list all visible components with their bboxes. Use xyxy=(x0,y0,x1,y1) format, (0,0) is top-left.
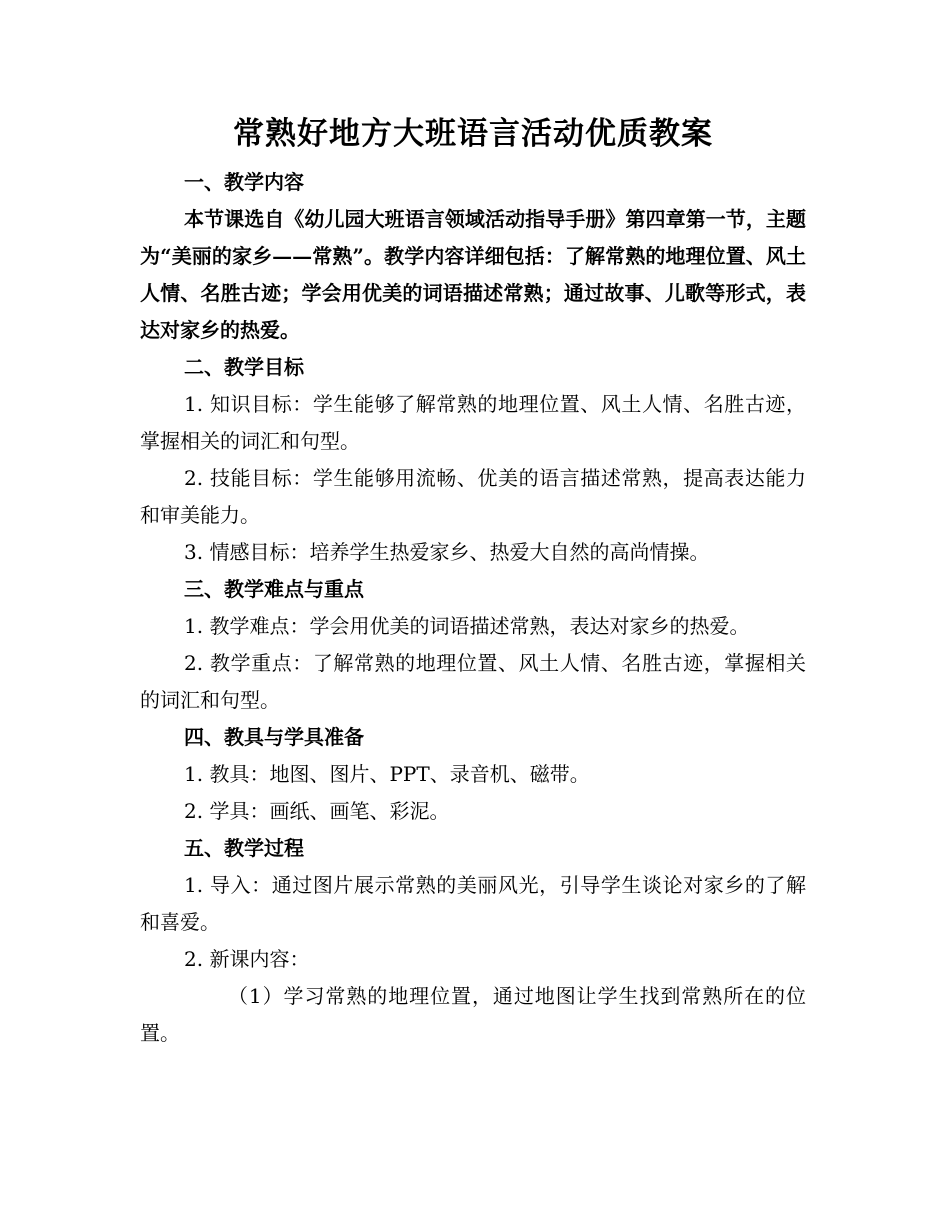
section-heading-teaching-goals: 二、教学目标 xyxy=(184,355,304,379)
document-title: 常熟好地方大班语言活动优质教案 xyxy=(233,116,713,152)
process-sub-item: （1）学习常熟的地理位置，通过地图让学生找到常熟所在的位置。 xyxy=(140,984,806,1045)
goal-item: 1. 知识目标：学生能够了解常熟的地理位置、风土人情、名胜古迹，掌握相关的词汇和句型。 xyxy=(140,392,806,453)
section-heading-process: 五、教学过程 xyxy=(184,836,304,860)
section-heading-difficulties: 三、教学难点与重点 xyxy=(184,577,364,601)
document-page xyxy=(140,108,806,1052)
process-item: 1. 导入：通过图片展示常熟的美丽风光，引导学生谈论对家乡的了解和喜爱。 xyxy=(140,873,806,934)
difficulty-item: 2. 教学重点：了解常熟的地理位置、风土人情、名胜古迹，掌握相关的词汇和句型。 xyxy=(140,651,806,712)
section-heading-materials: 四、教具与学具准备 xyxy=(184,725,364,749)
section-heading-teaching-content: 一、教学内容 xyxy=(184,170,304,194)
difficulty-item: 1. 教学难点：学会用优美的词语描述常熟，表达对家乡的热爱。 xyxy=(184,614,750,638)
material-item: 2. 学具：画纸、画笔、彩泥。 xyxy=(184,799,450,823)
material-item: 1. 教具：地图、图片、PPT、录音机、磁带。 xyxy=(184,762,590,786)
process-item: 2. 新课内容： xyxy=(184,947,310,971)
teaching-content-paragraph: 本节课选自《幼儿园大班语言领域活动指导手册》第四章第一节，主题为“美丽的家乡——常熟”。教学内容详细包括：了解常熟的地理位置、风土人情、名胜古迹；学会用优美的词语描述常熟；通过故事、儿歌等形式，表达对家乡的热爱。 xyxy=(140,207,806,342)
goal-item: 3. 情感目标：培养学生热爱家乡、热爱大自然的高尚情操。 xyxy=(184,540,710,564)
goal-item: 2. 技能目标：学生能够用流畅、优美的语言描述常熟，提高表达能力和审美能力。 xyxy=(140,466,806,527)
